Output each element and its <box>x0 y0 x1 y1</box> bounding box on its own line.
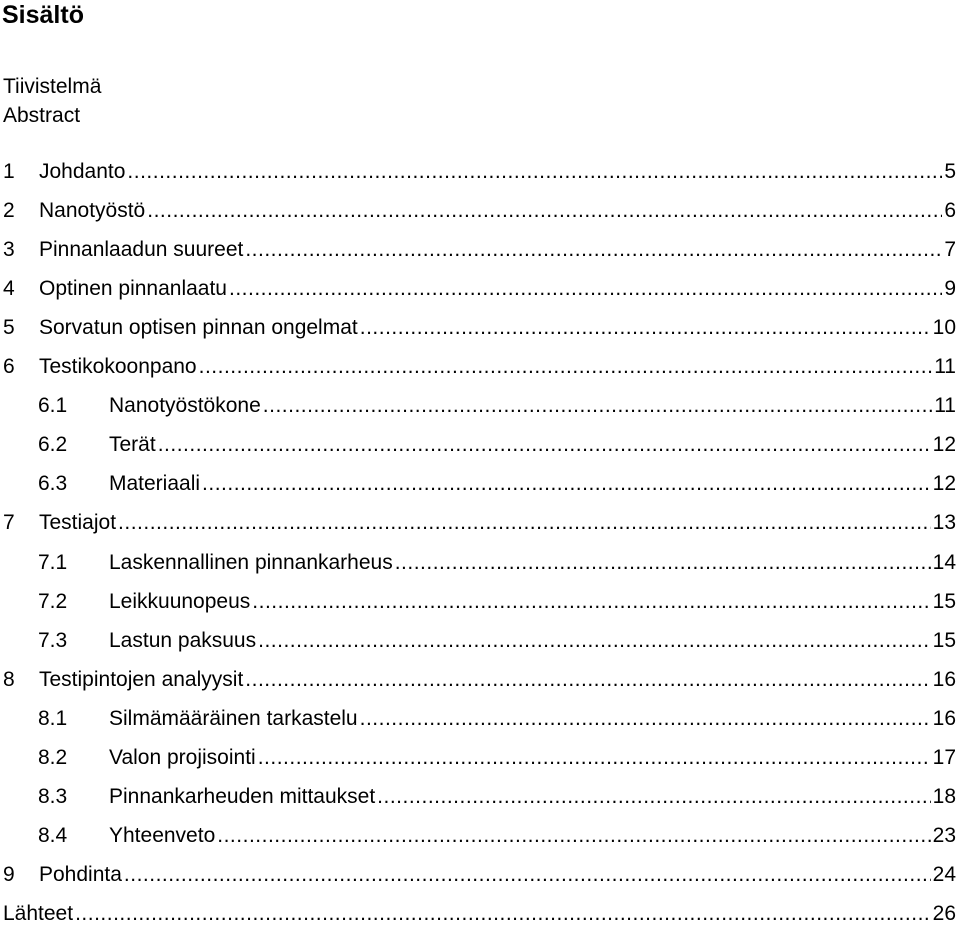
toc-entry-number: 7.1 <box>38 551 68 574</box>
toc-entry-page: 10 <box>932 316 956 339</box>
toc-entry-label: Testipintojen analyysit <box>39 668 244 691</box>
toc-leader-dots <box>217 824 930 848</box>
toc-leader-dots <box>360 707 931 731</box>
toc-entry-label: Sorvatun optisen pinnan ongelmat <box>39 316 358 339</box>
toc-entry-number: 3 <box>3 238 15 261</box>
toc-entry[interactable] <box>3 783 956 809</box>
toc-entry[interactable] <box>3 431 956 457</box>
toc-entry-label: Optinen pinnanlaatu <box>39 277 227 300</box>
toc-entry-page: 26 <box>932 902 956 925</box>
toc-entry-label: Pinnanlaadun suureet <box>39 238 244 261</box>
toc-entry[interactable] <box>3 509 956 535</box>
toc-entry-label: Terät <box>109 433 156 456</box>
toc-entry-label: Silmämääräinen tarkastelu <box>109 707 358 730</box>
toc-entry-page: 15 <box>932 590 956 613</box>
toc-entry[interactable] <box>3 627 956 653</box>
toc-entry-number: 8.2 <box>38 746 68 769</box>
toc-entry[interactable] <box>3 705 956 731</box>
toc-entry-page: 6 <box>944 199 956 222</box>
toc-entry-number: 4 <box>3 277 15 300</box>
toc-entry-page: 7 <box>944 238 956 261</box>
toc-leader-dots <box>377 785 930 809</box>
toc-entry[interactable] <box>3 549 956 575</box>
toc-leader-dots <box>202 472 931 496</box>
toc-entry-label: Leikkuunopeus <box>109 590 251 613</box>
toc-entry-page: 14 <box>932 551 956 574</box>
toc-entry-page: 11 <box>934 394 956 417</box>
page-title: Sisältö <box>2 1 84 29</box>
toc-leader-dots <box>147 199 942 223</box>
toc-entry-number: 7.3 <box>38 629 68 652</box>
toc-entry[interactable] <box>3 822 956 848</box>
toc-entry-label: Johdanto <box>39 160 126 183</box>
toc-leader-dots <box>252 590 930 614</box>
toc-entry-label: Lastun paksuus <box>109 629 257 652</box>
toc-leader-dots <box>258 746 931 770</box>
toc-leader-dots <box>245 238 942 262</box>
toc-entry-label: Nanotyöstökone <box>109 394 261 417</box>
toc-entry-label: Valon projisointi <box>109 746 256 769</box>
toc-entry-page: 5 <box>944 160 956 183</box>
toc-leader-dots <box>124 863 931 887</box>
toc-entry[interactable] <box>3 197 956 223</box>
toc-entry-number: 8.1 <box>38 707 68 730</box>
toc-entry-number: 7.2 <box>38 590 68 613</box>
toc-entry-page: 24 <box>932 863 956 886</box>
toc-entry-page: 18 <box>932 785 956 808</box>
toc-entry[interactable] <box>3 744 956 770</box>
toc-entry[interactable] <box>3 470 956 496</box>
front-matter-abstract-fi: Tiivistelmä <box>3 75 102 98</box>
toc-entry-number: 5 <box>3 316 15 339</box>
toc-entry-page: 23 <box>932 824 956 847</box>
toc-leader-dots <box>229 277 942 301</box>
toc-leader-dots <box>258 629 931 653</box>
toc-entry[interactable] <box>3 666 956 692</box>
toc-leader-dots <box>75 902 931 926</box>
toc-entry-number: 6.3 <box>38 472 68 495</box>
toc-entry-page: 9 <box>944 277 956 300</box>
toc-entry-label: Laskennallinen pinnankarheus <box>109 551 393 574</box>
toc-leader-dots <box>118 511 931 535</box>
toc-entry-number: 6.1 <box>38 394 68 417</box>
toc-leader-dots <box>395 551 931 575</box>
toc-leader-dots <box>127 160 942 184</box>
toc-entry-number: 1 <box>3 160 15 183</box>
toc-entry-label: Testiajot <box>39 511 117 534</box>
toc-entry-label: Testikokoonpano <box>39 355 197 378</box>
toc-entry-page: 15 <box>932 629 956 652</box>
toc-entry[interactable] <box>3 900 956 926</box>
toc-entry-page: 12 <box>932 433 956 456</box>
toc-entry-number: 7 <box>3 511 15 534</box>
toc-entry-number: 8.4 <box>38 824 68 847</box>
toc-entry-label: Pohdinta <box>39 863 122 886</box>
toc-entry-page: 17 <box>932 746 956 769</box>
toc-entry-number: 9 <box>3 863 15 886</box>
toc-leader-dots <box>245 668 930 692</box>
front-matter-abstract-en: Abstract <box>3 104 81 127</box>
toc-entry-number: 2 <box>3 199 15 222</box>
toc-entry[interactable] <box>3 861 956 887</box>
toc-entry[interactable] <box>3 275 956 301</box>
toc-leader-dots <box>199 355 933 379</box>
toc-entry[interactable] <box>3 392 956 418</box>
toc-entry-page: 11 <box>934 355 956 378</box>
toc-entry[interactable] <box>3 588 956 614</box>
toc-leader-dots <box>263 394 932 418</box>
toc-entry-label: Lähteet <box>3 902 74 925</box>
toc-entry[interactable] <box>3 314 956 340</box>
toc-entry-page: 16 <box>932 668 956 691</box>
toc-entry-label: Nanotyöstö <box>39 199 146 222</box>
toc-entry[interactable] <box>3 236 956 262</box>
toc-entry-label: Materiaali <box>109 472 201 495</box>
toc-entry[interactable] <box>3 158 956 184</box>
toc-entry-number: 8 <box>3 668 15 691</box>
toc-entry-label: Yhteenveto <box>109 824 216 847</box>
toc-leader-dots <box>360 316 931 340</box>
toc-entry-page: 12 <box>932 472 956 495</box>
toc-entry-number: 6 <box>3 355 15 378</box>
toc-entry[interactable] <box>3 353 956 379</box>
toc-entry-number: 8.3 <box>38 785 68 808</box>
toc-entry-page: 13 <box>932 511 956 534</box>
toc-entry-number: 6.2 <box>38 433 68 456</box>
toc-entry-label: Pinnankarheuden mittaukset <box>109 785 376 808</box>
toc-entry-page: 16 <box>932 707 956 730</box>
toc-leader-dots <box>158 433 931 457</box>
